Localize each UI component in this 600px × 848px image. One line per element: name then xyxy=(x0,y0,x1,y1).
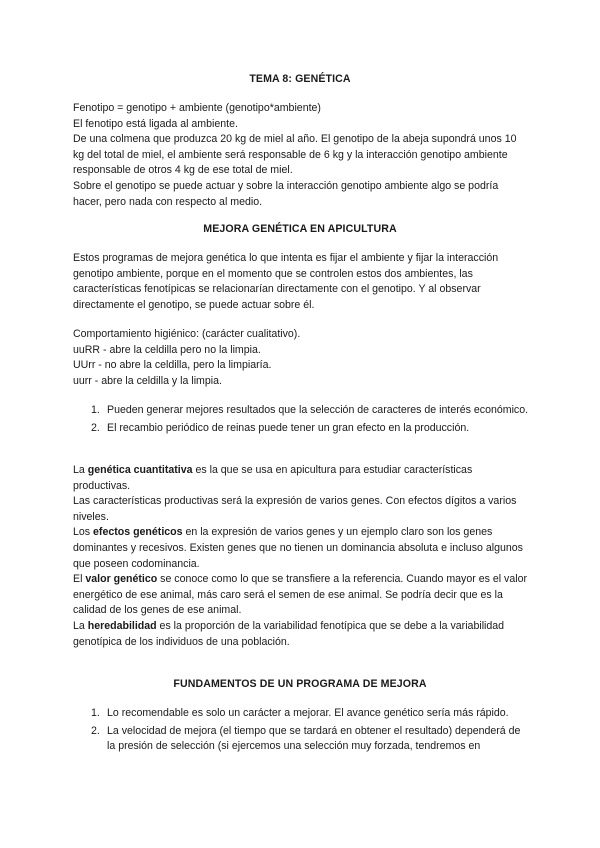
paragraph-colmena-ejemplo: De una colmena que produzca 20 kg de miel al año. El genotipo de la abeja supondrá unos 10 kg del total de miel, el ambiente será responsable de 6 kg y la interacción genotipo ambiente responsable de otros 4 kg de ese total de miel. xyxy=(73,133,517,177)
list-item xyxy=(73,403,529,419)
section-title-fundamentos: FUNDAMENTOS DE UN PROGRAMA DE MEJORA xyxy=(173,678,427,690)
list-item xyxy=(73,706,529,722)
paragraph-programas-mejora: Estos programas de mejora genética lo que intenta es fijar el ambiente y fijar la interacción genotipo ambiente, porque en el momento que se controlen estos dos ambientes, las características fenotípicas se relacionarían directamente con el genotipo. Y al observar directamente el genotipo, se puede actuar sobre él. xyxy=(73,252,499,311)
fundamentos-numbered-list xyxy=(73,706,529,755)
section-title-tema8: TEMA 8: GENÉTICA xyxy=(249,73,351,85)
section-genetica-cuantitativa xyxy=(73,463,529,650)
list-item xyxy=(73,724,529,755)
paragraph-fenotipo-ambiente: El fenotipo está ligada al ambiente. xyxy=(73,117,238,130)
mejora-numbered-list xyxy=(73,403,529,436)
section-title-mejora-genetica: MEJORA GENÉTICA EN APICULTURA xyxy=(203,223,397,235)
paragraph-actuar-genotipo: Sobre el genotipo se puede actuar y sobre la interacción genotipo ambiente algo se podría hacer, pero nada con respecto al medio. xyxy=(73,179,499,208)
list-item-text: La velocidad de mejora (el tiempo que se tardará en obtener el resultado) dependerá de la presión de selección (si ejercemos una selección muy forzada, tendremos en xyxy=(107,724,521,753)
list-number: 2. xyxy=(91,724,100,737)
term-efectos-geneticos: efectos genéticos xyxy=(93,526,183,539)
paragraph-heredabilidad: La heredabilidad es la proporción de la variabilidad fenotípica que se debe a la variabilidad genotípica de los individuos de una población. xyxy=(73,619,505,648)
list-item xyxy=(73,421,529,437)
list-number: 2. xyxy=(91,421,100,434)
term-heredabilidad: heredabilidad xyxy=(87,619,157,632)
list-number: 1. xyxy=(91,707,100,719)
paragraph-fenotipo-formula: Fenotipo = genotipo + ambiente (genotipo*ambiente) xyxy=(73,102,321,114)
section-mejora-intro xyxy=(73,251,529,313)
paragraph-UUrr: UUrr - no abre la celdilla, pero la limpiaría. xyxy=(73,359,272,372)
term-genetica-cuantitativa: genética cuantitativa xyxy=(87,464,193,476)
list-number: 1. xyxy=(91,404,100,416)
list-item-text: El recambio periódico de reinas puede tener un gran efecto en la producción. xyxy=(107,421,470,434)
paragraph-valor-genetico: El valor genético se conoce como lo que se transfiere a la referencia. Cuando mayor es el valor energético de ese animal, más caro será el semen de ese animal. Se podría decir que es la calidad de los genes de ese animal. xyxy=(73,573,528,617)
paragraph-uuRR: uuRR - abre la celdilla pero no la limpia. xyxy=(73,343,261,356)
section-comportamiento-higienico xyxy=(73,327,529,389)
paragraph-efectos-geneticos: Los efectos genéticos en la expresión de varios genes y un ejemplo claro son los genes dominantes y recesivos. Existen genes que no tienen un dominancia absoluta e incluso algunos que poseen codominancia. xyxy=(73,526,523,570)
paragraph-uurr: uurr - abre la celdilla y la limpia. xyxy=(73,374,222,387)
list-item-text: Lo recomendable es solo un carácter a mejorar. El avance genético sería más rápido. xyxy=(107,707,509,719)
list-item-text: Pueden generar mejores resultados que la selección de caracteres de interés económico. xyxy=(107,404,529,416)
paragraph-caracteristicas-productivas: Las características productivas será la expresión de varios genes. Con efectos dígitos a varios niveles. xyxy=(73,495,517,523)
section-tema8-body xyxy=(73,101,529,210)
paragraph-comportamiento: Comportamiento higiénico: (carácter cualitativo). xyxy=(73,328,301,340)
term-valor-genetico: valor genético xyxy=(85,573,158,586)
paragraph-genetica-cuantitativa: La genética cuantitativa es la que se usa en apicultura para estudiar características productivas. xyxy=(73,464,473,492)
